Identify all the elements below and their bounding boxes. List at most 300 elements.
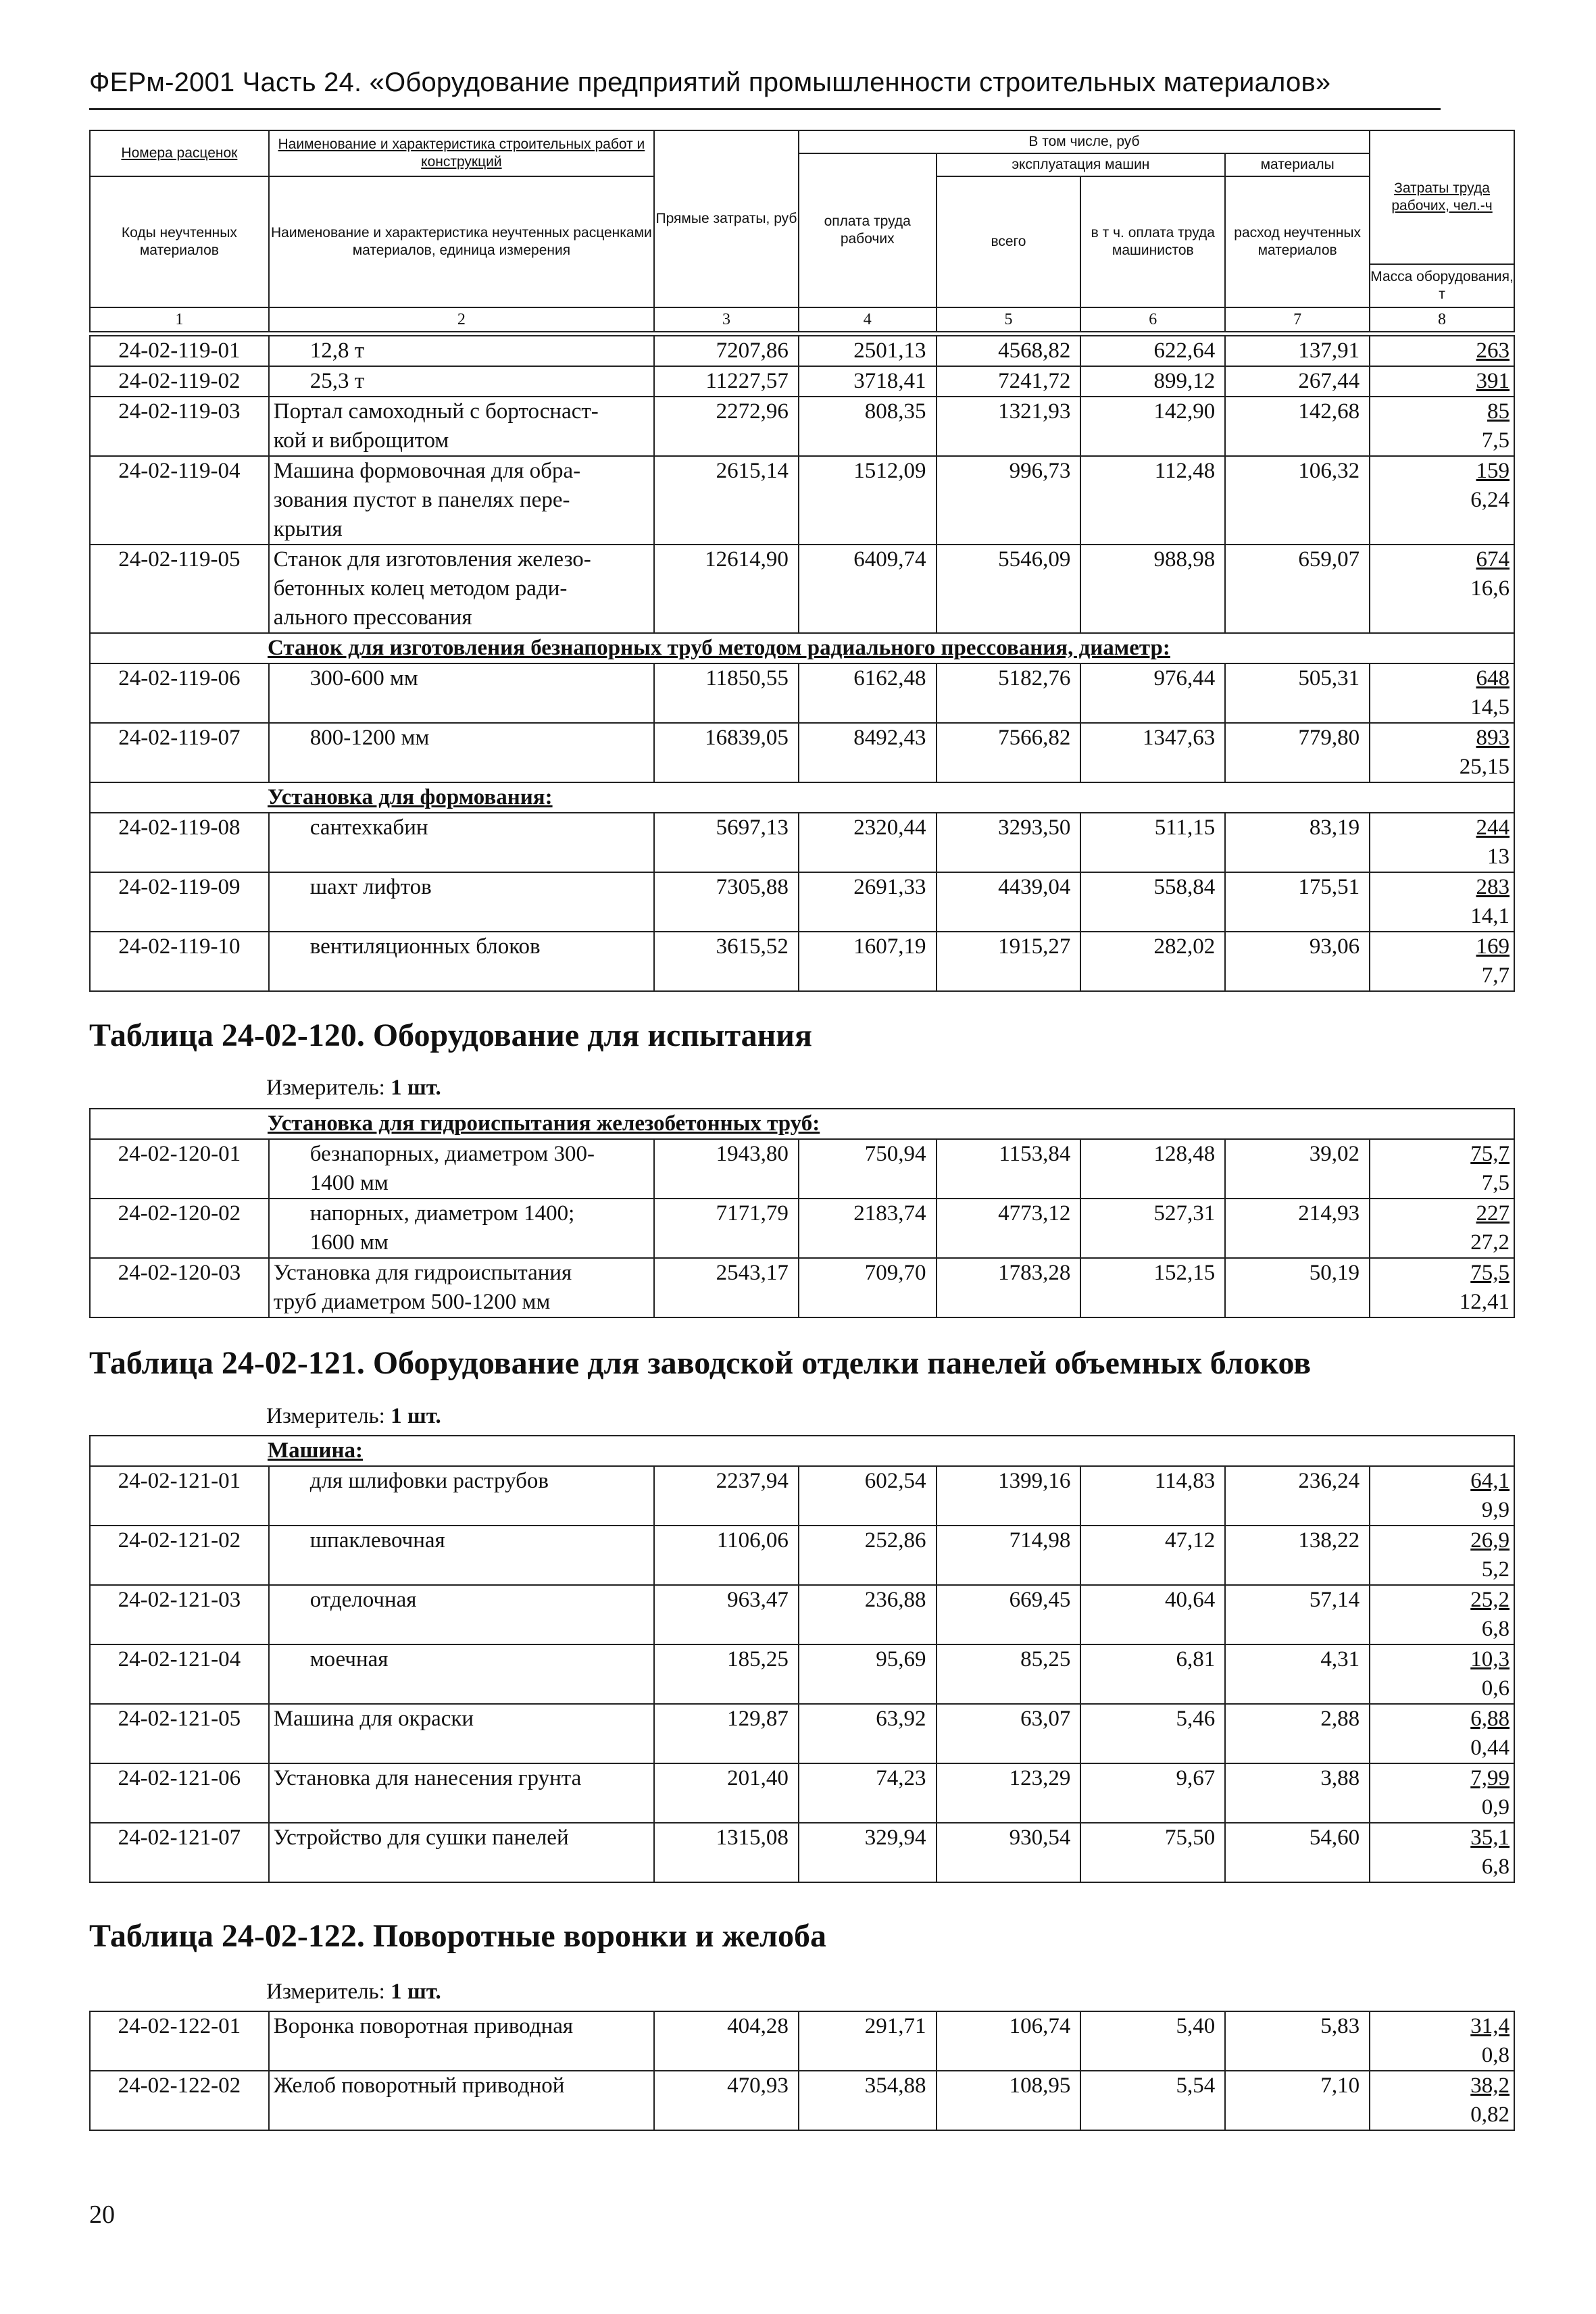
equipment-mass: 0,82: [1470, 2103, 1510, 2127]
equipment-mass: 7,5: [1481, 428, 1510, 453]
cost-mach-wages: 47,12: [1080, 1526, 1225, 1585]
cost-mach-wages: 899,12: [1080, 366, 1225, 397]
labor-hours: 38,2: [1470, 2073, 1510, 2098]
cost-wages: 354,88: [799, 2071, 937, 2130]
table-120: [89, 1108, 1515, 1318]
labor-cell: [1370, 1466, 1514, 1526]
cost-mach-wages: 112,48: [1080, 456, 1225, 545]
cost-direct: 12614,90: [654, 545, 799, 633]
labor-hours: 75,5: [1470, 1261, 1510, 1285]
cost-wages: 1607,19: [799, 932, 937, 991]
work-name: [269, 336, 654, 366]
work-name-line: сантехкабин: [309, 815, 428, 840]
labor-hours: 75,7: [1470, 1142, 1510, 1166]
labor-hours: 263: [1476, 338, 1510, 363]
cost-mach: 714,98: [937, 1526, 1081, 1585]
header-codes-bottom: Коды неучтенных материалов: [90, 176, 269, 307]
equipment-mass: 16,6: [1470, 576, 1510, 601]
work-name-line: 300-600 мм: [309, 666, 418, 690]
labor-cell: [1370, 1258, 1514, 1317]
cost-direct: 3615,52: [654, 932, 799, 991]
equipment-mass: 0,44: [1470, 1736, 1510, 1760]
equipment-mass: 0,9: [1481, 1795, 1510, 1819]
work-name-line: крытия: [273, 517, 343, 541]
work-name: [269, 366, 654, 397]
work-name-line: зования пустот в панелях пере-: [273, 488, 570, 512]
cost-mach: 7566,82: [937, 723, 1081, 782]
labor-cell: [1370, 1763, 1514, 1823]
work-name: [269, 1644, 654, 1704]
cost-direct: 1315,08: [654, 1823, 799, 1882]
work-name-line: Машина формовочная для обра-: [273, 459, 581, 483]
cost-mach: 5182,76: [937, 663, 1081, 723]
labor-cell: [1370, 545, 1514, 633]
cost-direct: 7305,88: [654, 872, 799, 932]
work-name: [269, 872, 654, 932]
rate-code: 24-02-120-02: [90, 1199, 269, 1258]
work-name: [269, 1526, 654, 1585]
cost-direct: 7171,79: [654, 1199, 799, 1258]
work-name-line: шпаклевочная: [309, 1528, 445, 1553]
table-row: [90, 1466, 1514, 1526]
labor-cell: [1370, 872, 1514, 932]
equipment-mass: 6,8: [1481, 1617, 1510, 1641]
cost-wages: 2501,13: [799, 336, 937, 366]
work-name-line: безнапорных, диаметром 300-: [309, 1142, 595, 1166]
cost-mach: 4568,82: [937, 336, 1081, 366]
labor-hours: 35,1: [1470, 1826, 1510, 1850]
cost-mach: 3293,50: [937, 813, 1081, 872]
cost-mach: 996,73: [937, 456, 1081, 545]
work-name-line: бетонных колец методом ради-: [273, 576, 568, 601]
header-num: 1: [90, 307, 269, 332]
work-name: [269, 1199, 654, 1258]
rate-code: 24-02-119-05: [90, 545, 269, 633]
cost-mat: 50,19: [1225, 1258, 1370, 1317]
cost-mat: 779,80: [1225, 723, 1370, 782]
cost-wages: 709,70: [799, 1258, 937, 1317]
work-name: [269, 1585, 654, 1644]
work-name: [269, 1823, 654, 1882]
work-name-line: шахт лифтов: [309, 875, 432, 899]
table-row: [90, 1526, 1514, 1585]
header-num: 6: [1080, 307, 1225, 332]
work-name: [269, 2071, 654, 2130]
cost-mach: 108,95: [937, 2071, 1081, 2130]
labor-hours: 6,88: [1470, 1707, 1510, 1731]
header-num: 4: [799, 307, 937, 332]
cost-mach-wages: 9,67: [1080, 1763, 1225, 1823]
header-num: 8: [1370, 307, 1514, 332]
work-name-line: Установка для гидроиспытания: [273, 1261, 572, 1285]
work-name-line: отделочная: [309, 1588, 417, 1612]
work-name: [269, 1704, 654, 1763]
equipment-mass: 9,9: [1481, 1498, 1510, 1522]
table-row: [90, 1199, 1514, 1258]
labor-cell: [1370, 1139, 1514, 1199]
equipment-mass: 7,5: [1481, 1171, 1510, 1195]
labor-hours: 391: [1476, 369, 1510, 393]
cost-mach-wages: 5,54: [1080, 2071, 1225, 2130]
work-name-line: 1400 мм: [309, 1171, 389, 1195]
equipment-mass: 0,6: [1481, 1676, 1510, 1701]
work-name-line: Машина для окраски: [273, 1707, 474, 1731]
table-row: [90, 1644, 1514, 1704]
cost-mach-wages: 75,50: [1080, 1823, 1225, 1882]
table-row: [90, 1585, 1514, 1644]
header-wages: оплата труда рабочих: [799, 153, 937, 307]
rate-code: 24-02-121-05: [90, 1704, 269, 1763]
cost-wages: 6162,48: [799, 663, 937, 723]
table-row: [90, 932, 1514, 991]
cost-direct: 404,28: [654, 2011, 799, 2071]
cost-mach: 669,45: [937, 1585, 1081, 1644]
cost-mach: 7241,72: [937, 366, 1081, 397]
rate-code: 24-02-119-09: [90, 872, 269, 932]
rate-code: 24-02-121-04: [90, 1644, 269, 1704]
measure-line: Измеритель: 1 шт.: [266, 1076, 441, 1100]
cost-wages: 95,69: [799, 1644, 937, 1704]
work-name: [269, 2011, 654, 2071]
cost-mat: 39,02: [1225, 1139, 1370, 1199]
group-heading: Машина:: [90, 1436, 1514, 1466]
cost-mat: 93,06: [1225, 932, 1370, 991]
cost-mach-wages: 1347,63: [1080, 723, 1225, 782]
labor-hours: 227: [1476, 1201, 1510, 1226]
cost-mach-wages: 527,31: [1080, 1199, 1225, 1258]
cost-mach-wages: 976,44: [1080, 663, 1225, 723]
cost-wages: 63,92: [799, 1704, 937, 1763]
cost-mach-wages: 558,84: [1080, 872, 1225, 932]
cost-wages: 2320,44: [799, 813, 937, 872]
cost-mach-wages: 988,98: [1080, 545, 1225, 633]
header-incl: В том числе, руб: [799, 130, 1370, 153]
measure-line: Измеритель: 1 шт.: [266, 1980, 441, 2004]
table-row: [90, 663, 1514, 723]
labor-cell: [1370, 932, 1514, 991]
cost-mat: 236,24: [1225, 1466, 1370, 1526]
cost-wages: 808,35: [799, 397, 937, 456]
table-caption: Таблица 24-02-122. Поворотные воронки и желоба: [89, 1918, 826, 1954]
table-row: [90, 723, 1514, 782]
rate-code: 24-02-122-02: [90, 2071, 269, 2130]
rate-code: 24-02-121-07: [90, 1823, 269, 1882]
work-name-line: 1600 мм: [309, 1230, 389, 1255]
header-num: 2: [269, 307, 654, 332]
cost-mach: 1399,16: [937, 1466, 1081, 1526]
header-num: 3: [654, 307, 799, 332]
work-name-line: ального прессования: [273, 605, 472, 630]
group-heading: Установка для гидроиспытания железобетонных труб:: [90, 1109, 1514, 1139]
header-mat-sub: расход неучтенных материалов: [1225, 176, 1370, 307]
table-119: [89, 335, 1515, 992]
cost-mach: 123,29: [937, 1763, 1081, 1823]
table-row: [90, 872, 1514, 932]
header-mach-wages: в т ч. оплата труда машинистов: [1080, 176, 1225, 307]
equipment-mass: 13: [1487, 845, 1510, 869]
cost-direct: 11227,57: [654, 366, 799, 397]
table-row: [90, 397, 1514, 456]
cost-direct: 5697,13: [654, 813, 799, 872]
cost-mach: 1153,84: [937, 1139, 1081, 1199]
rate-code: 24-02-119-01: [90, 336, 269, 366]
labor-hours: 10,3: [1470, 1647, 1510, 1671]
cost-direct: 1106,06: [654, 1526, 799, 1585]
cost-wages: 2691,33: [799, 872, 937, 932]
labor-hours: 244: [1476, 815, 1510, 840]
rate-code: 24-02-121-01: [90, 1466, 269, 1526]
table-121: [89, 1435, 1515, 1883]
cost-mat: 5,83: [1225, 2011, 1370, 2071]
work-name-line: вентиляционных блоков: [309, 934, 541, 959]
table-row: [90, 336, 1514, 366]
cost-mat: 54,60: [1225, 1823, 1370, 1882]
labor-cell: [1370, 456, 1514, 545]
cost-mach-wages: 40,64: [1080, 1585, 1225, 1644]
cost-wages: 3718,41: [799, 366, 937, 397]
cost-mach: 930,54: [937, 1823, 1081, 1882]
work-name-line: для шлифовки раструбов: [309, 1469, 549, 1493]
labor-hours: 283: [1476, 875, 1510, 899]
cost-mach-wages: 5,40: [1080, 2011, 1225, 2071]
cost-mach: 1915,27: [937, 932, 1081, 991]
cost-mat: 138,22: [1225, 1526, 1370, 1585]
cost-direct: 7207,86: [654, 336, 799, 366]
labor-cell: [1370, 1823, 1514, 1882]
cost-mach-wages: 5,46: [1080, 1704, 1225, 1763]
table-row: [90, 1763, 1514, 1823]
labor-cell: [1370, 1199, 1514, 1258]
cost-mach-wages: 142,90: [1080, 397, 1225, 456]
running-head: ФЕРм-2001 Часть 24. «Оборудование предприятий промышленности строительных материалов»: [89, 68, 1331, 97]
table-row: [90, 366, 1514, 397]
rate-code: 24-02-119-02: [90, 366, 269, 397]
group-heading: Станок для изготовления безнапорных труб методом радиального прессования, диаметр:: [90, 633, 1514, 663]
cost-wages: 252,86: [799, 1526, 937, 1585]
cost-mach: 63,07: [937, 1704, 1081, 1763]
cost-direct: 2237,94: [654, 1466, 799, 1526]
cost-wages: 291,71: [799, 2011, 937, 2071]
cost-direct: 1943,80: [654, 1139, 799, 1199]
cost-mach-wages: 114,83: [1080, 1466, 1225, 1526]
equipment-mass: 14,5: [1470, 695, 1510, 720]
cost-wages: 602,54: [799, 1466, 937, 1526]
work-name-line: Устройство для сушки панелей: [273, 1826, 569, 1850]
labor-cell: [1370, 1526, 1514, 1585]
work-name-line: напорных, диаметром 1400;: [309, 1201, 575, 1226]
labor-cell: [1370, 1585, 1514, 1644]
cost-mat: 267,44: [1225, 366, 1370, 397]
cost-direct: 2615,14: [654, 456, 799, 545]
work-name-line: кой и виброщитом: [273, 428, 449, 453]
header-name-top: Наименование и характеристика строительных работ и конструкций: [269, 130, 654, 176]
work-name-line: моечная: [309, 1647, 389, 1671]
cost-direct: 185,25: [654, 1644, 799, 1704]
cost-mat: 3,88: [1225, 1763, 1370, 1823]
page-number: 20: [89, 2200, 115, 2229]
table-row: [90, 1258, 1514, 1317]
cost-mat: 175,51: [1225, 872, 1370, 932]
labor-hours: 25,2: [1470, 1588, 1510, 1612]
labor-hours: 893: [1476, 726, 1510, 750]
header-num: 5: [937, 307, 1081, 332]
labor-cell: [1370, 723, 1514, 782]
work-name-line: Желоб поворотный приводной: [273, 2073, 565, 2098]
work-name-line: Воронка поворотная приводная: [273, 2014, 574, 2038]
labor-cell: [1370, 813, 1514, 872]
table-row: [90, 456, 1514, 545]
labor-cell: [1370, 2071, 1514, 2130]
equipment-mass: 7,7: [1481, 963, 1510, 988]
header-rule: [89, 108, 1441, 110]
labor-cell: [1370, 1644, 1514, 1704]
cost-mat: 106,32: [1225, 456, 1370, 545]
table-row: [90, 1823, 1514, 1882]
work-name-line: 12,8 т: [309, 338, 365, 363]
work-name: [269, 663, 654, 723]
work-name: [269, 1139, 654, 1199]
rate-code: 24-02-121-02: [90, 1526, 269, 1585]
cost-direct: 2543,17: [654, 1258, 799, 1317]
labor-cell: [1370, 366, 1514, 397]
cost-mat: 83,19: [1225, 813, 1370, 872]
work-name: [269, 456, 654, 545]
cost-mat: 214,93: [1225, 1199, 1370, 1258]
header-num: 7: [1225, 307, 1370, 332]
cost-direct: 11850,55: [654, 663, 799, 723]
cost-wages: 8492,43: [799, 723, 937, 782]
table-row: [90, 545, 1514, 633]
rate-code: 24-02-119-03: [90, 397, 269, 456]
labor-hours: 7,99: [1470, 1766, 1510, 1790]
header-mach-total: всего: [937, 176, 1081, 307]
table-122: [89, 2011, 1515, 2131]
work-name: [269, 1763, 654, 1823]
header-labor-top: Затраты труда рабочих, чел.-ч: [1370, 130, 1514, 264]
cost-mat: 505,31: [1225, 663, 1370, 723]
labor-hours: 64,1: [1470, 1469, 1510, 1493]
equipment-mass: 6,24: [1470, 488, 1510, 512]
rate-code: 24-02-121-06: [90, 1763, 269, 1823]
work-name-line: Портал самоходный с бортоснаст-: [273, 399, 599, 424]
table-row: [90, 1704, 1514, 1763]
header-labor-bottom: Масса оборудования, т: [1370, 264, 1514, 307]
header-direct: Прямые затраты, руб: [654, 130, 799, 307]
work-name: [269, 932, 654, 991]
equipment-mass: 14,1: [1470, 904, 1510, 928]
cost-wages: 6409,74: [799, 545, 937, 633]
group-heading: Установка для формования:: [90, 782, 1514, 813]
equipment-mass: 6,8: [1481, 1855, 1510, 1879]
work-name: [269, 1466, 654, 1526]
cost-mach: 4439,04: [937, 872, 1081, 932]
equipment-mass: 0,8: [1481, 2043, 1510, 2067]
header-materials: материалы: [1225, 153, 1370, 176]
cost-mach-wages: 6,81: [1080, 1644, 1225, 1704]
column-header: [89, 130, 1515, 332]
cost-wages: 750,94: [799, 1139, 937, 1199]
work-name: [269, 1258, 654, 1317]
labor-hours: 26,9: [1470, 1528, 1510, 1553]
work-name: [269, 397, 654, 456]
work-name: [269, 723, 654, 782]
work-name-line: Станок для изготовления железо-: [273, 547, 591, 572]
rate-code: 24-02-119-07: [90, 723, 269, 782]
rate-code: 24-02-119-08: [90, 813, 269, 872]
work-name: [269, 545, 654, 633]
labor-cell: [1370, 663, 1514, 723]
work-name-line: труб диаметром 500-1200 мм: [273, 1290, 551, 1314]
labor-cell: [1370, 2011, 1514, 2071]
cost-mach: 106,74: [937, 2011, 1081, 2071]
cost-wages: 2183,74: [799, 1199, 937, 1258]
cost-mach: 85,25: [937, 1644, 1081, 1704]
labor-hours: 169: [1476, 934, 1510, 959]
table-caption: Таблица 24-02-120. Оборудование для испытания: [89, 1017, 812, 1053]
cost-mach: 4773,12: [937, 1199, 1081, 1258]
rate-code: 24-02-122-01: [90, 2011, 269, 2071]
table-caption: Таблица 24-02-121. Оборудование для заводской отделки панелей объемных блоков: [89, 1345, 1312, 1381]
cost-mach: 1321,93: [937, 397, 1081, 456]
cost-mat: 659,07: [1225, 545, 1370, 633]
cost-wages: 74,23: [799, 1763, 937, 1823]
equipment-mass: 25,15: [1459, 755, 1510, 779]
labor-hours: 674: [1476, 547, 1510, 572]
cost-mach-wages: 282,02: [1080, 932, 1225, 991]
labor-cell: [1370, 1704, 1514, 1763]
labor-hours: 85: [1487, 399, 1510, 424]
measure-line: Измеритель: 1 шт.: [266, 1404, 441, 1428]
table-row: [90, 1139, 1514, 1199]
cost-direct: 2272,96: [654, 397, 799, 456]
table-row: [90, 2071, 1514, 2130]
cost-mat: 2,88: [1225, 1704, 1370, 1763]
labor-hours: 648: [1476, 666, 1510, 690]
cost-direct: 16839,05: [654, 723, 799, 782]
rate-code: 24-02-119-10: [90, 932, 269, 991]
work-name-line: 800-1200 мм: [309, 726, 430, 750]
cost-direct: 129,87: [654, 1704, 799, 1763]
labor-hours: 31,4: [1470, 2014, 1510, 2038]
cost-mat: 57,14: [1225, 1585, 1370, 1644]
rate-code: 24-02-120-01: [90, 1139, 269, 1199]
table-row: [90, 813, 1514, 872]
cost-direct: 963,47: [654, 1585, 799, 1644]
cost-direct: 470,93: [654, 2071, 799, 2130]
cost-mach-wages: 128,48: [1080, 1139, 1225, 1199]
labor-cell: [1370, 336, 1514, 366]
rate-code: 24-02-121-03: [90, 1585, 269, 1644]
table-row: [90, 2011, 1514, 2071]
labor-hours: 159: [1476, 459, 1510, 483]
cost-mach-wages: 152,15: [1080, 1258, 1225, 1317]
rate-code: 24-02-119-06: [90, 663, 269, 723]
cost-mat: 7,10: [1225, 2071, 1370, 2130]
cost-mat: 142,68: [1225, 397, 1370, 456]
equipment-mass: 27,2: [1470, 1230, 1510, 1255]
header-machines: эксплуатация машин: [937, 153, 1226, 176]
cost-mach-wages: 622,64: [1080, 336, 1225, 366]
cost-mat: 137,91: [1225, 336, 1370, 366]
work-name: [269, 813, 654, 872]
cost-wages: 236,88: [799, 1585, 937, 1644]
cost-wages: 1512,09: [799, 456, 937, 545]
cost-mach: 1783,28: [937, 1258, 1081, 1317]
cost-direct: 201,40: [654, 1763, 799, 1823]
labor-cell: [1370, 397, 1514, 456]
work-name-line: 25,3 т: [309, 369, 365, 393]
rate-code: 24-02-119-04: [90, 456, 269, 545]
